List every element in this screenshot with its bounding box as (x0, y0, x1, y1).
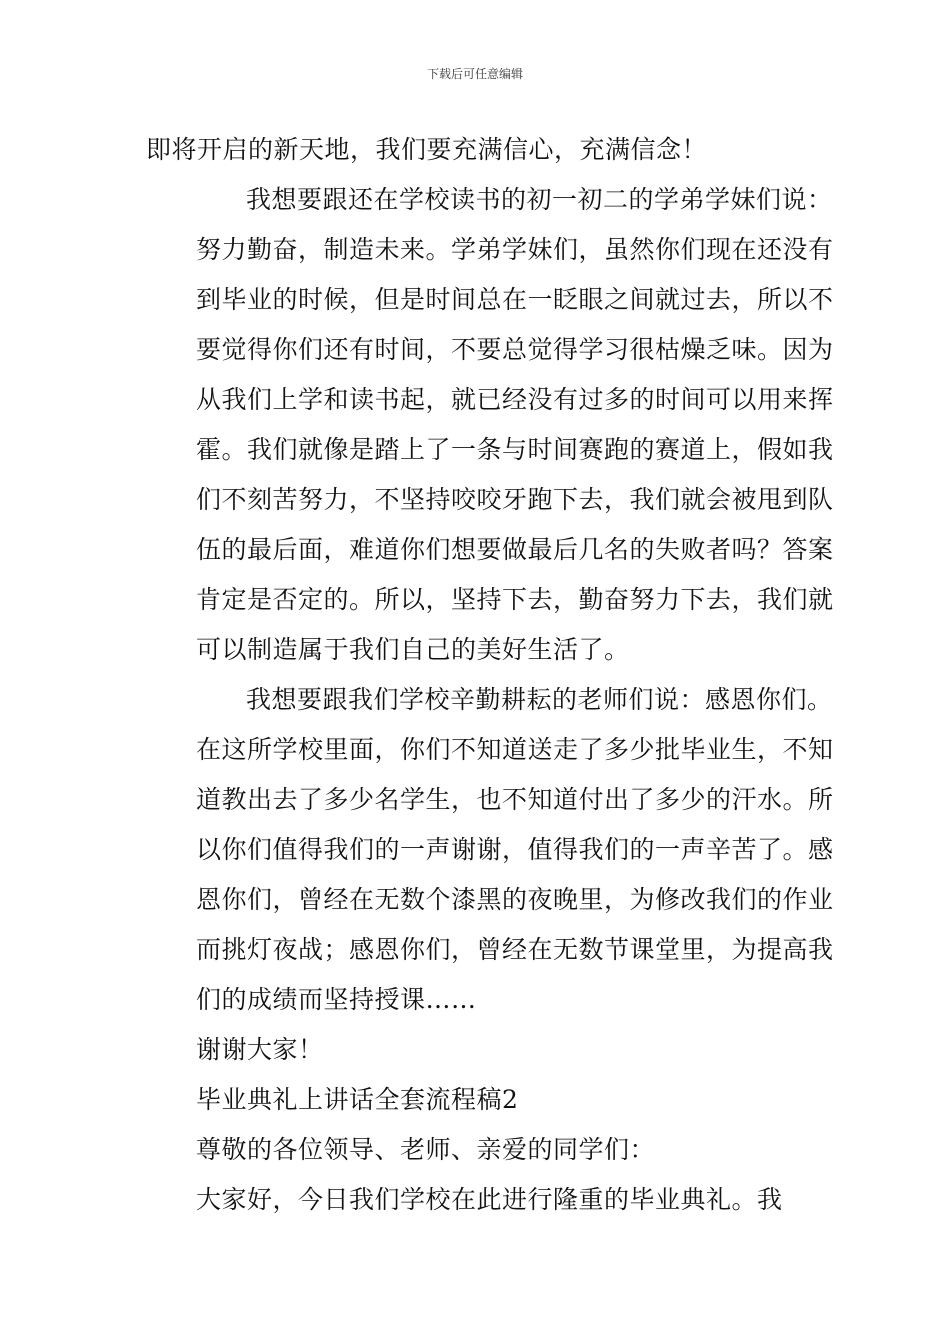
text-line: 道教出去了多少名学生，也不知道付出了多少的汗水。所 (196, 785, 834, 814)
text-line: 以你们值得我们的一声谢谢，值得我们的一声辛苦了。感 (196, 835, 834, 864)
closing-line: 谢谢大家！ (196, 1035, 324, 1064)
text-line: 即将开启的新天地，我们要充满信心，充满信念！ (146, 135, 708, 164)
page-header-note: 下载后可任意编辑 (426, 67, 523, 81)
text-line: 大家好，今日我们学校在此进行隆重的毕业典礼。我 (196, 1185, 783, 1214)
paragraph (146, 1175, 811, 1225)
text-line: 可以制造属于我们自己的美好生活了。 (196, 635, 630, 664)
text-line: 们不刻苦努力，不坚持咬咬牙跑下去，我们就会被甩到队 (196, 485, 834, 514)
paragraph (146, 1025, 811, 1075)
text-line: 到毕业的时候，但是时间总在一眨眼之间就过去，所以不 (196, 285, 834, 314)
text-line: 要觉得你们还有时间，不要总觉得学习很枯燥乏味。因为 (196, 335, 834, 364)
text-line: 恩你们，曾经在无数个漆黑的夜晚里，为修改我们的作业 (196, 885, 834, 914)
text-line: 努力勤奋，制造未来。学弟学妹们，虽然你们现在还没有 (196, 235, 834, 264)
text-line: 们的成绩而坚持授课…… (196, 985, 477, 1014)
text-line: 霍。我们就像是踏上了一条与时间赛跑的赛道上，假如我 (196, 435, 834, 464)
text-line: 我想要跟还在学校读书的初一初二的学弟学妹们说： (246, 185, 833, 214)
text-line: 在这所学校里面，你们不知道送走了多少批毕业生，不知 (196, 735, 834, 764)
salutation-line: 尊敬的各位领导、老师、亲爱的同学们： (196, 1135, 656, 1164)
text-line: 从我们上学和读书起，就已经没有过多的时间可以用来挥 (196, 385, 834, 414)
text-line: 我想要跟我们学校辛勤耕耘的老师们说：感恩你们。 (246, 685, 833, 714)
paragraph (146, 675, 834, 1025)
paragraph (146, 125, 811, 175)
text-line: 肯定是否定的。所以，坚持下去，勤奋努力下去，我们就 (196, 585, 834, 614)
paragraph (146, 1125, 811, 1175)
paragraph (146, 1075, 811, 1125)
section-title: 毕业典礼上讲话全套流程稿2 (196, 1085, 519, 1114)
text-line: 伍的最后面，难道你们想要做最后几名的失败者吗？答案 (196, 535, 834, 564)
text-line: 而挑灯夜战；感恩你们，曾经在无数节课堂里，为提高我 (196, 935, 834, 964)
paragraph (146, 175, 834, 675)
document-body (146, 125, 834, 1225)
